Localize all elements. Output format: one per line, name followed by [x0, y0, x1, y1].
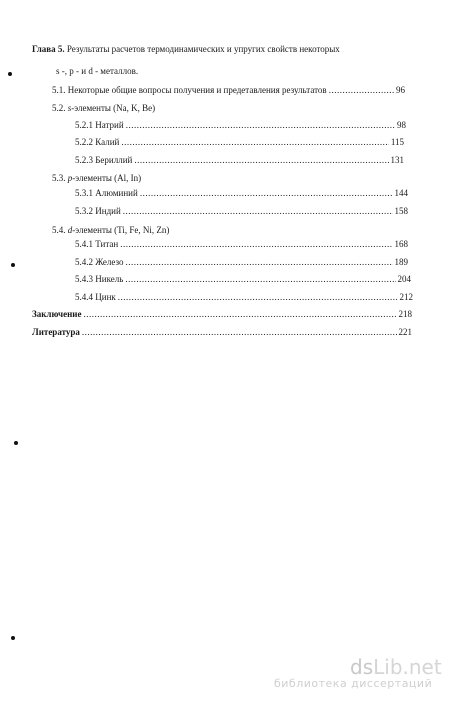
- toc-section-5-4: [52, 224, 169, 236]
- toc-entry-5-2-3: [75, 154, 404, 166]
- binder-hole-mark: [11, 263, 15, 267]
- toc-section-label: -элементы (Al, In): [72, 173, 142, 183]
- toc-section-number: 5.2.: [52, 103, 66, 113]
- chapter-heading: [32, 43, 340, 55]
- toc-entry-5-4-4: [75, 291, 413, 303]
- toc-page-number: 115: [390, 137, 404, 147]
- toc-page-number: 221: [398, 327, 412, 337]
- toc-section-label: -элементы (Ti, Fe, Ni, Zn): [72, 225, 170, 235]
- binder-hole-mark: [8, 72, 12, 76]
- toc-entry-5-2-1: [75, 119, 406, 131]
- toc-leader: [329, 84, 394, 96]
- toc-leader: [126, 119, 395, 131]
- toc-page-number: 218: [398, 309, 412, 319]
- toc-entry-label: 5.4.1 Титан: [75, 239, 119, 249]
- toc-leader: [118, 291, 398, 303]
- toc-section-label: -элементы (Na, K, Be): [71, 103, 156, 113]
- watermark-logo-ds: ds: [350, 655, 374, 679]
- toc-entry-label: Литература: [32, 327, 80, 337]
- toc-entry-5-2-2: [75, 136, 404, 148]
- toc-leader: [121, 136, 388, 148]
- chapter-title-continuation: s -, p - и d - металлов.: [56, 66, 139, 76]
- toc-page-number: 131: [390, 155, 404, 165]
- toc-entry-5-4-2: [75, 256, 408, 268]
- watermark-logo-rest: Lib.net: [373, 655, 442, 679]
- toc-entry-label: 5.3.1 Алюминий: [75, 188, 138, 198]
- toc-entry-label: 5.3.2 Индий: [75, 206, 121, 216]
- toc-entry-label: 5.4.3 Никель: [75, 274, 124, 284]
- toc-section-symbol: d: [67, 225, 73, 235]
- toc-page-number: 189: [394, 257, 408, 267]
- toc-entry-label: 5.2.1 Натрий: [75, 120, 124, 130]
- toc-section-number: 5.3.: [52, 173, 66, 183]
- toc-page-number: 98: [397, 120, 406, 130]
- toc-entry-label: 5.4.2 Железо: [75, 257, 124, 267]
- toc-entry-conclusion: [32, 308, 412, 320]
- toc-leader: [123, 205, 393, 217]
- toc-entry-5-4-1: [75, 238, 408, 250]
- toc-page-number: 96: [396, 85, 405, 95]
- toc-page-number: 204: [397, 274, 411, 284]
- toc-section-number: 5.4.: [52, 225, 66, 235]
- chapter-title: Результаты расчетов термодинамических и упругих свойств некоторых: [66, 44, 340, 54]
- toc-page-number: 168: [394, 239, 408, 249]
- toc-leader: [82, 326, 397, 338]
- toc-section-5-2: [52, 102, 155, 114]
- toc-entry-5-1: [52, 84, 405, 96]
- toc-leader: [140, 187, 393, 199]
- toc-entry-label: Заключение: [32, 309, 82, 319]
- toc-section-5-3: [52, 172, 141, 184]
- chapter-label: Глава 5.: [32, 44, 65, 54]
- toc-entry-5-3-1: [75, 187, 408, 199]
- toc-section-symbol: s: [67, 103, 72, 113]
- toc-section-symbol: p: [67, 173, 73, 183]
- toc-leader: [125, 256, 392, 268]
- toc-page-number: 212: [399, 292, 413, 302]
- toc-entry-5-3-2: [75, 205, 408, 217]
- watermark-subtitle: библиотека диссертаций: [274, 677, 433, 690]
- toc-entry-label: 5.2.3 Бериллий: [75, 155, 133, 165]
- toc-leader: [125, 273, 395, 285]
- toc-leader: [134, 154, 388, 166]
- toc-entry-label: 5.2.2 Калий: [75, 137, 120, 147]
- toc-entry-label: 5.4.4 Цинк: [75, 292, 116, 302]
- toc-entry-5-4-3: [75, 273, 411, 285]
- binder-hole-mark: [14, 441, 18, 445]
- toc-entry-label: 5.1. Некоторые общие вопросы получения и предетавления результатов: [52, 85, 327, 95]
- toc-entry-references: [32, 326, 412, 338]
- toc-page-number: 158: [394, 206, 408, 216]
- toc-leader: [83, 308, 396, 320]
- binder-hole-mark: [11, 636, 15, 640]
- watermark-logo: [350, 655, 442, 679]
- toc-page-number: 144: [394, 188, 408, 198]
- toc-leader: [120, 238, 392, 250]
